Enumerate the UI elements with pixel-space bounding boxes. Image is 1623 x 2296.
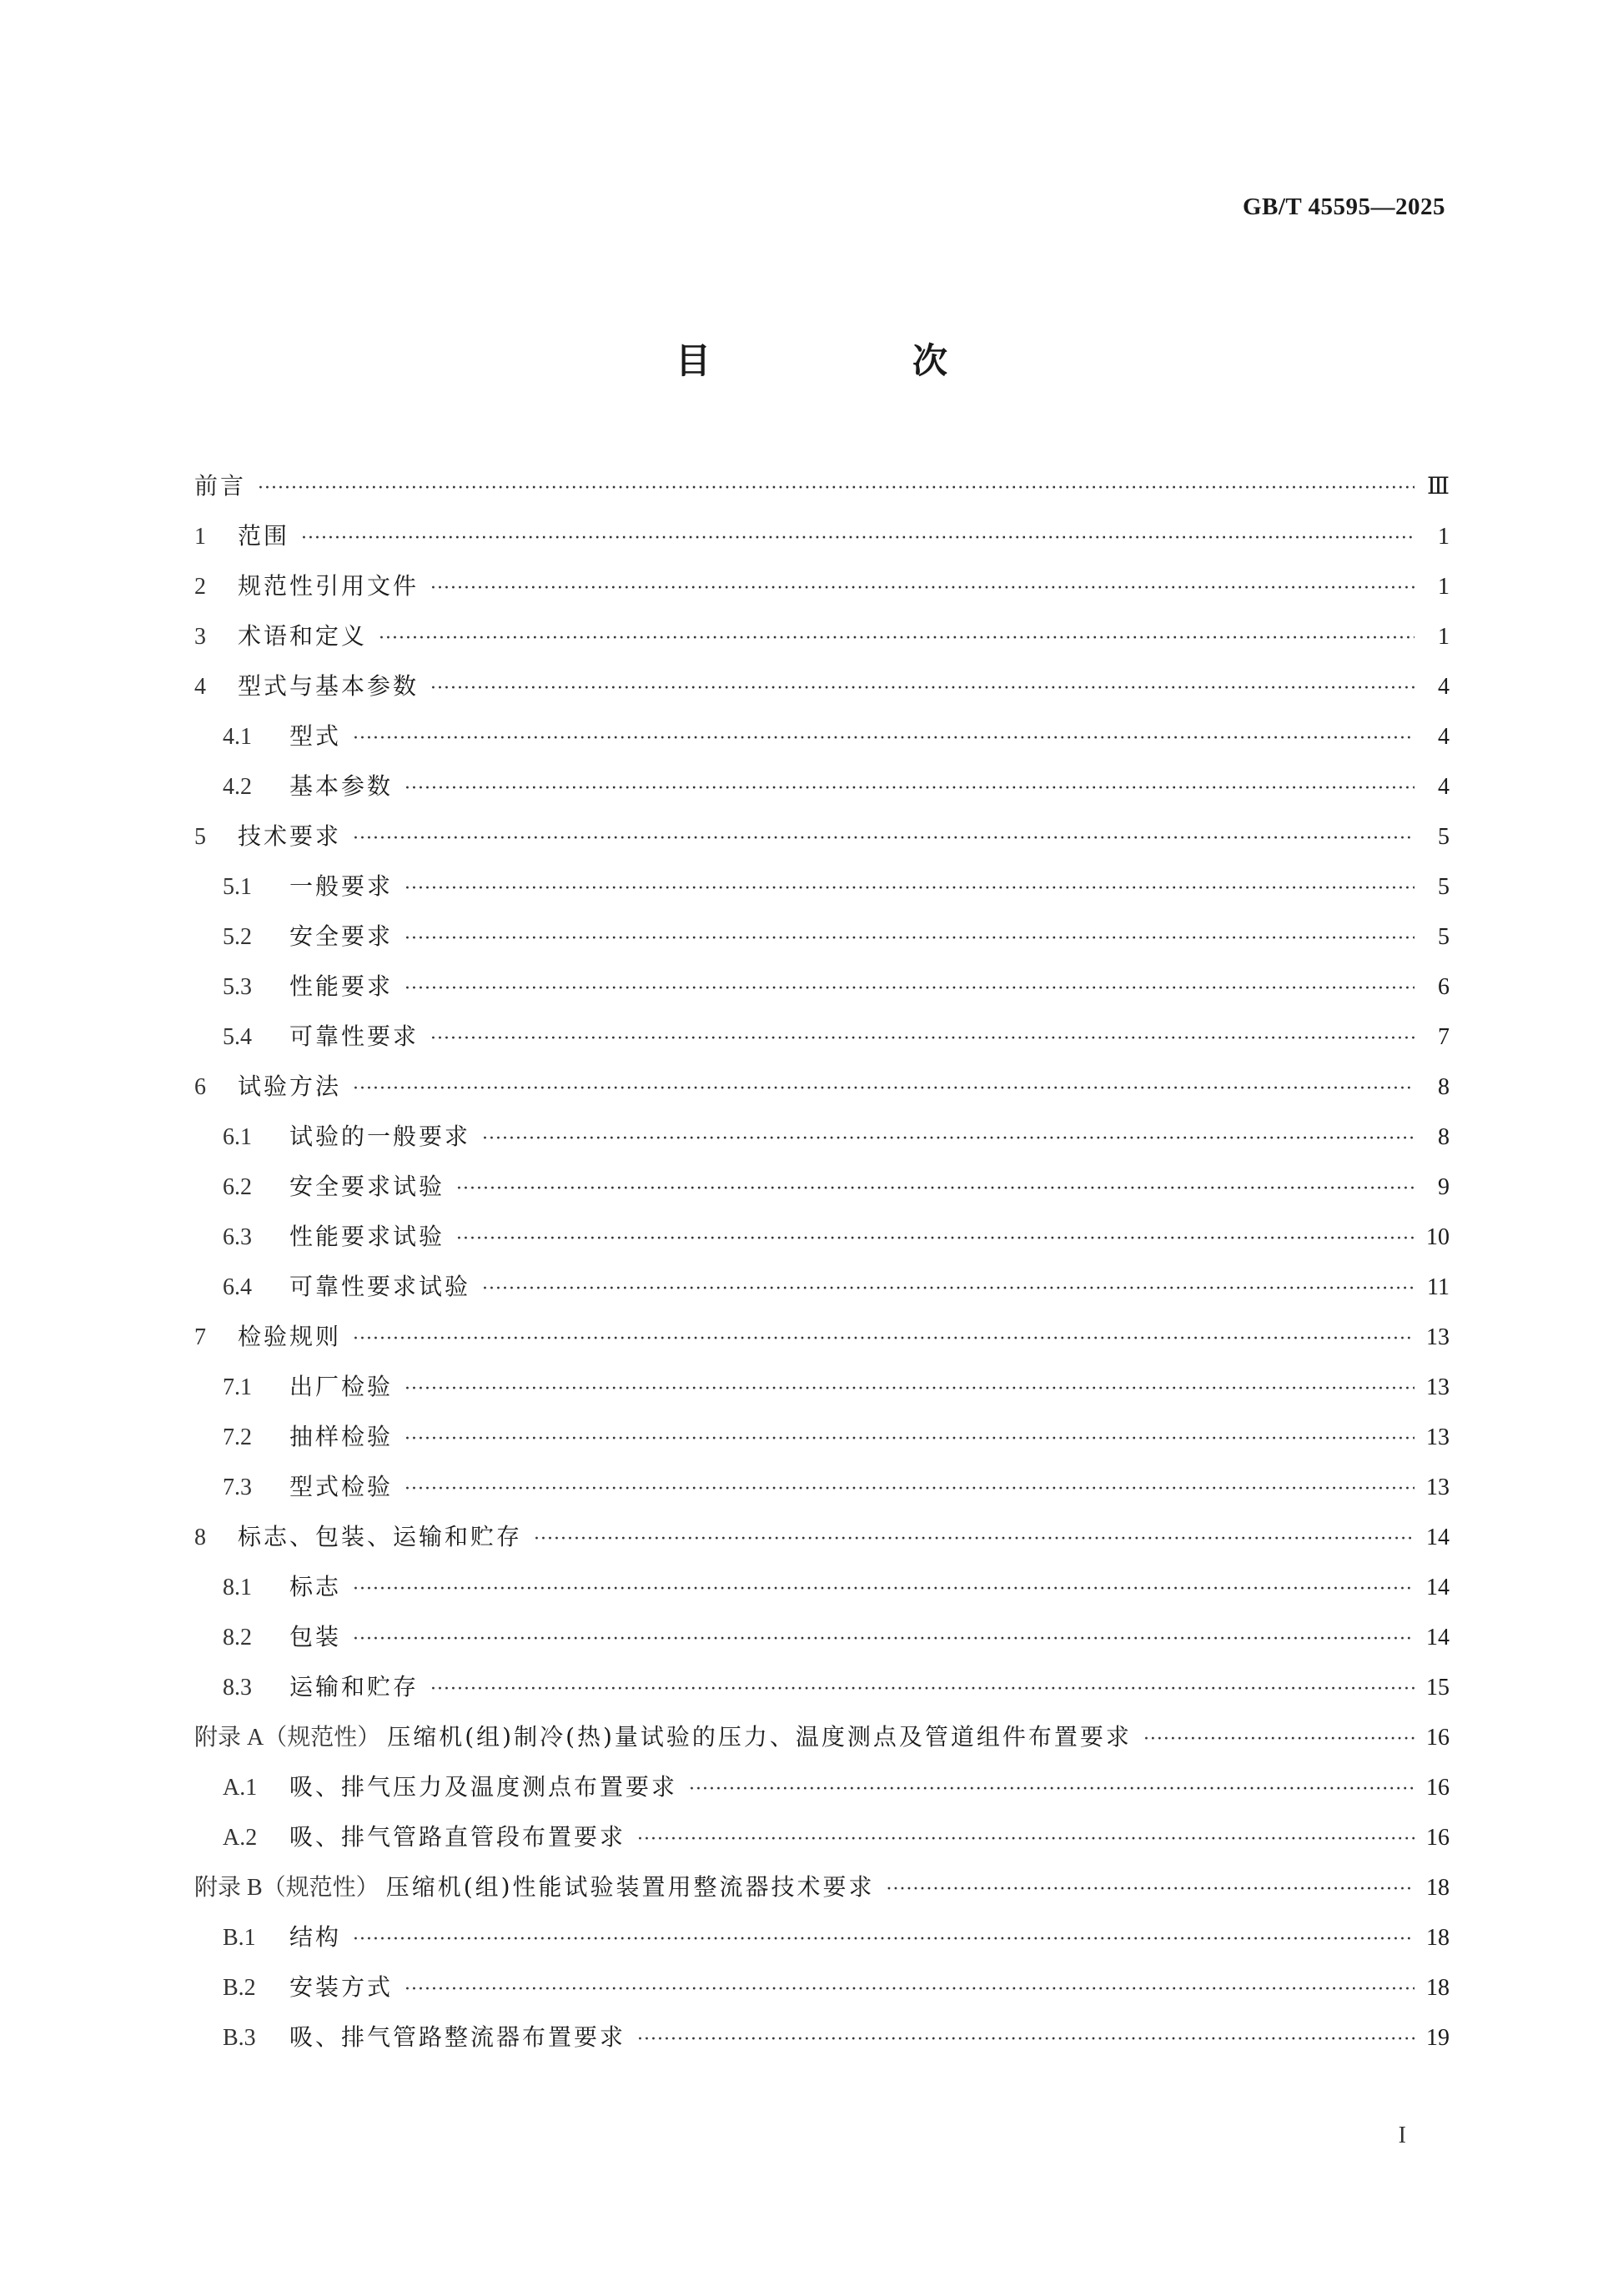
toc-entry-page: 16 — [1426, 1825, 1450, 1851]
toc-entry-number: 附录 B（规范性） — [194, 1875, 379, 1901]
toc-entry-page: 16 — [1426, 1725, 1450, 1751]
toc-entry-label: 安全要求试验 — [289, 1173, 445, 1200]
toc-entry-number: 7.3 — [223, 1475, 252, 1500]
toc-dot-leader — [430, 664, 1414, 714]
table-of-contents — [194, 461, 1450, 2062]
toc-dot-leader — [404, 1965, 1414, 2015]
toc-entry[interactable] — [194, 1262, 1450, 1312]
toc-entry-label: 范围 — [238, 522, 290, 550]
toc-entry-number: 4 — [194, 674, 206, 700]
toc-entry-label: 压缩机(组)性能试验装置用整流器技术要求 — [385, 1873, 875, 1901]
toc-entry-number: 6.1 — [223, 1124, 252, 1150]
toc-entry[interactable] — [194, 1612, 1450, 1662]
toc-entry-label: 安装方式 — [289, 1973, 394, 2001]
toc-entry-number: 5 — [194, 824, 206, 850]
toc-entry[interactable] — [194, 811, 1450, 862]
toc-entry[interactable] — [194, 711, 1450, 761]
toc-entry[interactable] — [194, 1112, 1450, 1162]
toc-entry-label: 型式 — [289, 722, 342, 750]
document-code: GB/T 45595—2025 — [1242, 193, 1445, 220]
toc-entry-label: 性能要求试验 — [289, 1223, 445, 1250]
toc-entry[interactable] — [194, 611, 1450, 661]
toc-entry-label: 可靠性要求试验 — [289, 1273, 471, 1300]
toc-entry[interactable] — [194, 1562, 1450, 1612]
toc-entry-page: 8 — [1438, 1124, 1450, 1150]
toc-entry-page: 13 — [1426, 1475, 1450, 1500]
toc-dot-leader — [353, 814, 1414, 864]
toc-dot-leader — [301, 514, 1414, 564]
toc-dot-leader — [404, 1364, 1414, 1414]
toc-entry-page: 13 — [1426, 1324, 1450, 1350]
toc-entry-label: 术语和定义 — [238, 622, 368, 650]
toc-entry-page: 6 — [1438, 974, 1450, 1000]
toc-entry-label: 结构 — [289, 1923, 342, 1951]
toc-entry-label: 吸、排气管路直管段布置要求 — [289, 1823, 626, 1851]
toc-entry-page: 5 — [1438, 924, 1450, 950]
toc-entry-number: B.1 — [223, 1925, 256, 1951]
toc-entry-number: 1 — [194, 524, 206, 550]
toc-entry-label: 出厂检验 — [289, 1373, 394, 1400]
toc-entry-number: A.2 — [223, 1825, 258, 1851]
toc-entry[interactable] — [194, 761, 1450, 811]
toc-entry-number: 8 — [194, 1525, 206, 1550]
toc-entry[interactable] — [194, 1712, 1450, 1762]
toc-dot-leader — [456, 1164, 1414, 1214]
toc-entry-page: 11 — [1427, 1274, 1450, 1300]
toc-dot-leader — [456, 1214, 1414, 1264]
toc-entry-number: 8.3 — [223, 1675, 252, 1701]
toc-dot-leader — [379, 614, 1414, 664]
toc-entry[interactable] — [194, 1462, 1450, 1512]
toc-entry-label: 压缩机(组)制冷(热)量试验的压力、温度测点及管道组件布置要求 — [387, 1723, 1132, 1751]
toc-entry[interactable] — [194, 1162, 1450, 1212]
toc-dot-leader — [534, 1515, 1414, 1565]
toc-dot-leader — [258, 464, 1414, 514]
toc-entry-label: 基本参数 — [289, 772, 394, 800]
toc-entry-page: 4 — [1438, 674, 1450, 700]
toc-dot-leader — [637, 1815, 1414, 1865]
toc-entry-label: 型式检验 — [289, 1473, 394, 1500]
toc-entry-page: 4 — [1438, 724, 1450, 750]
toc-entry[interactable] — [194, 1212, 1450, 1262]
toc-entry-label: 型式与基本参数 — [238, 672, 420, 700]
toc-entry[interactable] — [194, 1512, 1450, 1562]
toc-entry-label: 一般要求 — [289, 872, 394, 900]
toc-entry-page: 18 — [1426, 1975, 1450, 2001]
toc-entry-page: 9 — [1438, 1174, 1450, 1200]
toc-dot-leader — [689, 1765, 1414, 1815]
toc-entry-number: 6.2 — [223, 1174, 252, 1200]
toc-entry-label: 包装 — [289, 1623, 342, 1650]
toc-entry[interactable] — [194, 1012, 1450, 1062]
toc-entry-label: 吸、排气压力及温度测点布置要求 — [289, 1773, 678, 1801]
toc-entry[interactable] — [194, 561, 1450, 611]
toc-entry-page: 5 — [1438, 874, 1450, 900]
toc-entry[interactable] — [194, 912, 1450, 962]
toc-entry-page: 14 — [1426, 1525, 1450, 1550]
toc-entry-label: 安全要求 — [289, 922, 394, 950]
toc-entry-page: 7 — [1438, 1024, 1450, 1050]
toc-entry-number: 4.2 — [223, 774, 252, 800]
toc-dot-leader — [353, 1314, 1414, 1364]
toc-entry[interactable] — [194, 1412, 1450, 1462]
toc-entry-number: B.3 — [223, 2025, 256, 2051]
toc-dot-leader — [404, 1465, 1414, 1515]
toc-entry-number: 6.3 — [223, 1224, 252, 1250]
toc-entry[interactable] — [194, 511, 1450, 561]
toc-dot-leader — [353, 714, 1414, 764]
toc-dot-leader — [430, 564, 1414, 614]
toc-entry-label: 可靠性要求 — [289, 1022, 420, 1050]
toc-entry-number: 附录 A（规范性） — [194, 1725, 381, 1751]
toc-entry-page: 1 — [1438, 574, 1450, 600]
toc-entry-page: 13 — [1426, 1374, 1450, 1400]
toc-entry-number: 8.1 — [223, 1575, 252, 1600]
toc-entry-number: 7.1 — [223, 1374, 252, 1400]
toc-entry-page: 18 — [1426, 1925, 1450, 1951]
toc-dot-leader — [1143, 1715, 1414, 1765]
toc-entry-number: B.2 — [223, 1975, 256, 2001]
toc-entry-page: 14 — [1426, 1575, 1450, 1600]
toc-entry[interactable] — [194, 1062, 1450, 1112]
toc-dot-leader — [404, 764, 1414, 814]
page-number: I — [1398, 2123, 1406, 2148]
toc-entry-label: 性能要求 — [289, 972, 394, 1000]
toc-entry-label: 规范性引用文件 — [238, 572, 420, 600]
toc-entry-number: 7.2 — [223, 1424, 252, 1450]
toc-entry-page: 18 — [1426, 1875, 1450, 1901]
toc-entry-number: 6 — [194, 1074, 206, 1100]
toc-entry-page: 15 — [1426, 1675, 1450, 1701]
toc-entry[interactable] — [194, 2012, 1450, 2062]
toc-entry[interactable] — [194, 1362, 1450, 1412]
toc-entry-number: 8.2 — [223, 1625, 252, 1650]
toc-entry-page: 4 — [1438, 774, 1450, 800]
toc-dot-leader — [404, 964, 1414, 1014]
toc-dot-leader — [404, 864, 1414, 914]
toc-entry-label: 前言 — [194, 472, 247, 500]
toc-entry-page: 10 — [1426, 1224, 1450, 1250]
toc-dot-leader — [637, 2015, 1414, 2065]
toc-entry-page: Ⅲ — [1426, 474, 1450, 500]
toc-entry-page: 8 — [1438, 1074, 1450, 1100]
toc-dot-leader — [887, 1865, 1414, 1915]
toc-entry-label: 标志 — [289, 1573, 342, 1600]
toc-entry-number: A.1 — [223, 1775, 258, 1801]
toc-entry-page: 14 — [1426, 1625, 1450, 1650]
toc-entry-label: 吸、排气管路整流器布置要求 — [289, 2023, 626, 2051]
toc-dot-leader — [353, 1064, 1414, 1114]
toc-entry-label: 标志、包装、运输和贮存 — [238, 1523, 523, 1550]
toc-entry[interactable] — [194, 1812, 1450, 1862]
toc-entry-label: 运输和贮存 — [289, 1673, 420, 1701]
toc-entry-page: 1 — [1438, 524, 1450, 550]
toc-entry-number: 7 — [194, 1324, 206, 1350]
toc-dot-leader — [353, 1615, 1414, 1665]
toc-entry-number: 5.1 — [223, 874, 252, 900]
toc-dot-leader — [353, 1915, 1414, 1965]
toc-dot-leader — [430, 1665, 1414, 1715]
toc-entry[interactable] — [194, 1912, 1450, 1962]
toc-entry-page: 5 — [1438, 824, 1450, 850]
toc-entry[interactable] — [194, 862, 1450, 912]
toc-entry-page: 19 — [1426, 2025, 1450, 2051]
toc-entry-number: 6.4 — [223, 1274, 252, 1300]
toc-entry[interactable] — [194, 661, 1450, 711]
toc-entry-label: 试验的一般要求 — [289, 1123, 471, 1150]
toc-entry-label: 检验规则 — [238, 1323, 342, 1350]
toc-entry[interactable] — [194, 1312, 1450, 1362]
toc-dot-leader — [353, 1565, 1414, 1615]
toc-entry-number: 5.2 — [223, 924, 252, 950]
toc-dot-leader — [482, 1114, 1414, 1164]
toc-entry-number: 3 — [194, 624, 206, 650]
toc-entry-page: 13 — [1426, 1424, 1450, 1450]
toc-entry-number: 4.1 — [223, 724, 252, 750]
page-title: 目 次 — [675, 340, 1031, 381]
toc-entry-label: 技术要求 — [238, 822, 342, 850]
toc-entry[interactable] — [194, 461, 1450, 511]
toc-entry[interactable] — [194, 1662, 1450, 1712]
toc-entry-page: 16 — [1426, 1775, 1450, 1801]
toc-dot-leader — [404, 914, 1414, 964]
toc-entry[interactable] — [194, 1962, 1450, 2012]
toc-dot-leader — [482, 1264, 1414, 1314]
toc-entry-number: 5.3 — [223, 974, 252, 1000]
toc-entry-label: 试验方法 — [238, 1073, 342, 1100]
toc-entry-number: 5.4 — [223, 1024, 252, 1050]
toc-entry[interactable] — [194, 962, 1450, 1012]
toc-entry[interactable] — [194, 1862, 1450, 1912]
toc-entry-label: 抽样检验 — [289, 1423, 394, 1450]
toc-dot-leader — [404, 1414, 1414, 1465]
toc-dot-leader — [430, 1014, 1414, 1064]
toc-entry[interactable] — [194, 1762, 1450, 1812]
toc-entry-number: 2 — [194, 574, 206, 600]
toc-entry-page: 1 — [1438, 624, 1450, 650]
